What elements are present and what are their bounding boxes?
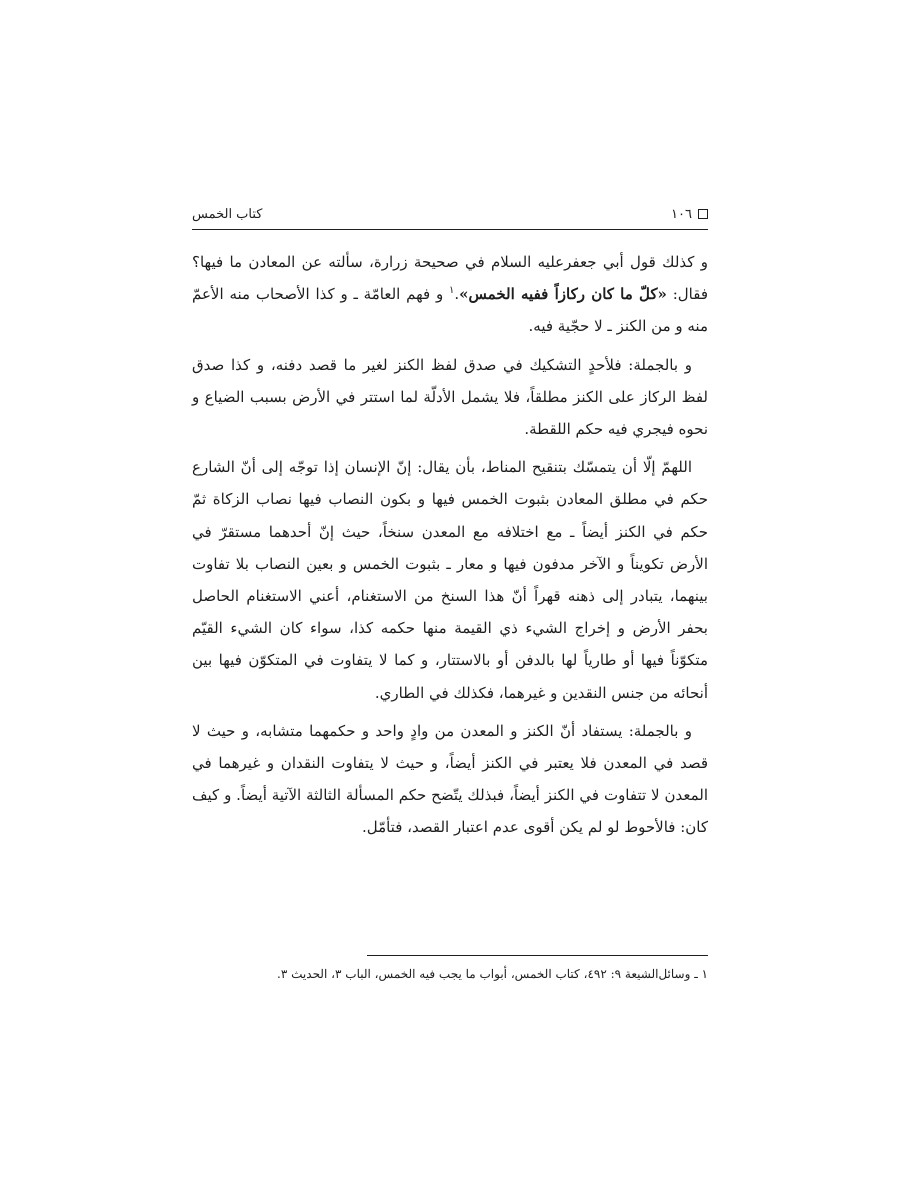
footnote: ١ ـ وسائل‌الشيعة ٩: ٤٩٢، كتاب الخمس، أبواب ما يجب فيه الخمس، الباب ٣، الحديث ٣. <box>277 967 708 981</box>
square-icon <box>698 209 708 219</box>
header-divider <box>192 229 708 230</box>
running-title: كتاب الخمس <box>192 206 263 222</box>
footnote-divider <box>367 955 708 956</box>
paragraph-3: اللهمّ إلّا أن يتمسّك بتنقيح المناط، بأن يقال: إنّ الإنسان إذا توجّه إلى أنّ الشارع حكم في مطلق المعادن بثبوت الخمس فيها و بكون النصاب فيها نصاب الزكاة ثمّ حكم في الكنز أيضاً ـ مع اختلافه مع المعدن سنخاً، حيث إنّ أحدهما مستقرّ في الأرض تكويناً و الآخر مدفون فيها و معار ـ بثبوت الخمس و بعين النصاب بلا تفاوت بينهما، يتبادر إلى ذهنه قهراً أنّ هذا السنخ من الاستغنام، أعني الاستغنام الحاصل بحفر الأرض و إخراج الشيء ذي القيمة منها حكمه كذا، سواء كان الشيء القيّم متكوّناً فيها أو طارياً لها بالدفن أو بالاستتار، و كما لا يتفاوت في المتكوّن فيها بين أنحائه من جنس النقدين و غيرهما، فكذلك في الطاري. <box>192 458 708 702</box>
page-number: ١٠٦ <box>671 206 692 222</box>
paragraph-4: و بالجملة: يستفاد أنّ الكنز و المعدن من وادٍ واحد و حكمهما متشابه، و حيث لا قصد في المعدن فلا يعتبر في الكنز أيضاً، و حيث لا يتفاوت النقدان و غيرهما في المعدن لا تتفاوت في الكنز أيضاً، فبذلك يتّضح حكم المسألة الثالثة الآتية أيضاً. و كيف كان: فالأحوط لو لم يكن أقوى عدم اعتبار القصد، فتأمّل. <box>192 721 708 837</box>
main-text <box>192 246 708 850</box>
p1-quote-bold: «كلّ ما كان ركازاً ففيه الخمس» <box>459 285 667 304</box>
paragraph-2: و بالجملة: فلأحدٍ التشكيك في صدق لفظ الكنز لغير ما قصد دفنه، و كذا صدق لفظ الركاز على الكنز مطلقاً، فلا يشمل الأدلّة لما استتر في الأرض بسبب الضياع و نحوه فيجري فيه حكم اللقطة. <box>192 355 708 439</box>
p1-text-start: و كذلك قول أبي جعفرعليه السلام في صحيحة زرارة، سألته عن المعادن ما فيها؟ فقال: <box>192 253 708 304</box>
footnote-reference: ١ <box>449 285 455 297</box>
page-number-group <box>671 207 708 222</box>
p1-punct: . <box>454 285 460 304</box>
page-header <box>192 202 708 226</box>
paragraph-1 <box>192 246 708 343</box>
p1-text-end: و فهم العامّة ـ و كذا الأصحاب منه الأعمّ منه و من الكنز ـ لا حجّية فيه. <box>192 285 708 336</box>
